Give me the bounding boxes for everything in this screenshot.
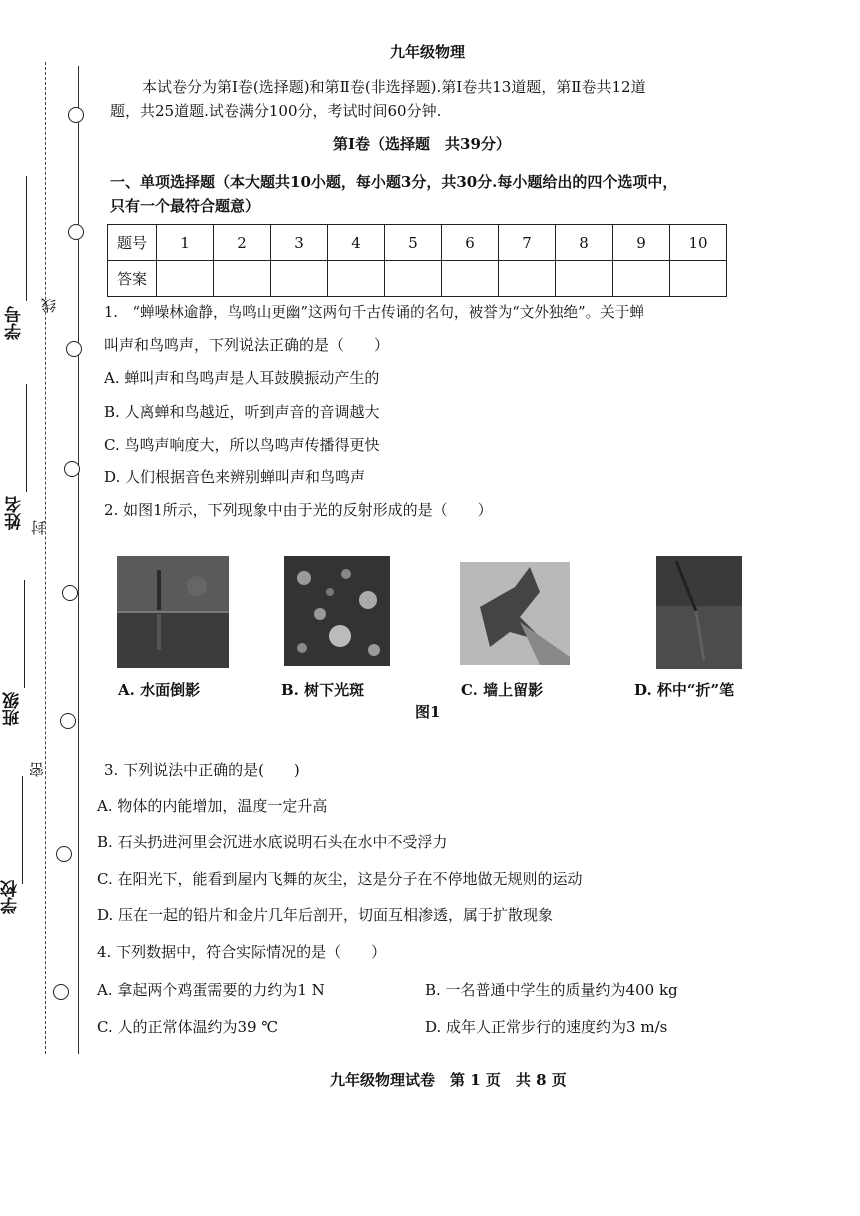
margin-label-mi: 密 bbox=[28, 762, 46, 777]
answer-table bbox=[107, 224, 727, 297]
q1-stem-line-2: 叫声和鸟鸣声，下列说法正确的是（ ） bbox=[104, 336, 390, 354]
figure-photo-d bbox=[656, 556, 742, 669]
q3-option-c: C. 在阳光下，能看到屋内飞舞的灰尘，这是分子在不停地做无规则的运动 bbox=[97, 870, 583, 888]
q3-stem: 3. 下列说法中正确的是( ) bbox=[104, 761, 300, 779]
answer-cell[interactable] bbox=[271, 261, 328, 297]
answer-cell[interactable] bbox=[442, 261, 499, 297]
table-number-cell: 2 bbox=[214, 225, 271, 261]
part1-heading-line-2: 只有一个最符合题意） bbox=[110, 197, 261, 215]
figure-label: 图1 bbox=[415, 703, 441, 721]
page-header-title: 九年级物理 bbox=[390, 43, 466, 61]
figure-photo-a bbox=[117, 556, 229, 668]
answer-cell[interactable] bbox=[157, 261, 214, 297]
answer-cell[interactable] bbox=[670, 261, 727, 297]
answer-cell[interactable] bbox=[214, 261, 271, 297]
table-number-cell: 9 bbox=[613, 225, 670, 261]
binding-hole bbox=[66, 341, 82, 357]
q4-option-d: D. 成年人正常步行的速度约为3 m/s bbox=[425, 1018, 668, 1036]
table-header-daan: 答案 bbox=[108, 261, 157, 297]
figure-photo-b bbox=[284, 556, 390, 666]
xuexiao-blank bbox=[22, 776, 23, 884]
binding-hole bbox=[68, 107, 84, 123]
q4-option-c: C. 人的正常体温约为39 ℃ bbox=[97, 1018, 279, 1036]
q3-option-a: A. 物体的内能增加，温度一定升高 bbox=[97, 797, 328, 815]
binding-hole bbox=[62, 585, 78, 601]
q4-option-a: A. 拿起两个鸡蛋需要的力约为1 N bbox=[97, 981, 325, 999]
table-number-cell: 8 bbox=[556, 225, 613, 261]
intro-line-1: 本试卷分为第Ⅰ卷(选择题)和第Ⅱ卷(非选择题).第Ⅰ卷共13道题，第Ⅱ卷共12道 bbox=[142, 78, 646, 96]
table-number-cell: 3 bbox=[271, 225, 328, 261]
xingming-blank bbox=[26, 384, 27, 492]
q3-option-d: D. 压在一起的铅片和金片几年后剖开，切面互相渗透，属于扩散现象 bbox=[97, 906, 554, 924]
table-header-tihao: 题号 bbox=[108, 225, 157, 261]
binding-hole bbox=[64, 461, 80, 477]
table-number-cell: 10 bbox=[670, 225, 727, 261]
binding-hole bbox=[68, 224, 84, 240]
answer-table-number-row bbox=[108, 225, 727, 261]
q1-stem-line-1: 1. “蝉噪林逾静，鸟鸣山更幽”这两句千古传诵的名句，被誉为“文外独绝”。关于蝉 bbox=[104, 304, 644, 321]
binding-hole bbox=[53, 984, 69, 1000]
figure-photo-c bbox=[460, 562, 570, 665]
part1-heading-line-1: 一、单项选择题（本大题共10小题，每小题3分，共30分.每小题给出的四个选项中， bbox=[110, 173, 678, 191]
figure-caption-c: C. 墙上留影 bbox=[461, 681, 544, 699]
q1-option-c: C. 鸟鸣声响度大，所以鸟鸣声传播得更快 bbox=[104, 436, 380, 454]
binding-dashed-line bbox=[45, 62, 46, 1054]
answer-table-answer-row bbox=[108, 261, 727, 297]
binding-hole bbox=[56, 846, 72, 862]
table-number-cell: 6 bbox=[442, 225, 499, 261]
answer-cell[interactable] bbox=[385, 261, 442, 297]
table-number-cell: 4 bbox=[328, 225, 385, 261]
margin-label-xuehao: 学号 bbox=[5, 306, 25, 340]
answer-cell[interactable] bbox=[613, 261, 670, 297]
figure-caption-b: B. 树下光斑 bbox=[281, 681, 365, 699]
answer-cell[interactable] bbox=[328, 261, 385, 297]
table-number-cell: 5 bbox=[385, 225, 442, 261]
answer-cell[interactable] bbox=[556, 261, 613, 297]
q4-option-b: B. 一名普通中学生的质量约为400 kg bbox=[425, 981, 678, 999]
figure-caption-d: D. 杯中“折”笔 bbox=[634, 681, 735, 699]
binding-solid-line bbox=[78, 66, 79, 1054]
margin-label-xian: 线 bbox=[40, 298, 58, 313]
margin-label-feng: 封 bbox=[30, 520, 48, 535]
banji-blank bbox=[24, 580, 25, 688]
page-footer: 九年级物理试卷 第 1 页 共 8 页 bbox=[330, 1071, 567, 1089]
q2-stem: 2. 如图1所示，下列现象中由于光的反射形成的是（ ） bbox=[104, 501, 493, 519]
q3-option-b: B. 石头扔进河里会沉进水底说明石头在水中不受浮力 bbox=[97, 833, 448, 851]
q4-stem: 4. 下列数据中，符合实际情况的是（ ） bbox=[97, 943, 387, 961]
section-title: 第Ⅰ卷（选择题 共39分） bbox=[333, 135, 511, 153]
margin-label-banji: 班级 bbox=[3, 692, 23, 726]
binding-hole bbox=[60, 713, 76, 729]
q1-option-a: A. 蝉叫声和鸟鸣声是人耳鼓膜振动产生的 bbox=[104, 369, 380, 387]
xuehao-blank bbox=[26, 176, 27, 301]
answer-cell[interactable] bbox=[499, 261, 556, 297]
table-number-cell: 1 bbox=[157, 225, 214, 261]
table-number-cell: 7 bbox=[499, 225, 556, 261]
q1-option-b: B. 人离蝉和鸟越近，听到声音的音调越大 bbox=[104, 403, 380, 421]
margin-label-xuexiao: 学校 bbox=[1, 880, 21, 914]
margin-label-xingming: 姓名 bbox=[5, 496, 25, 530]
figure-caption-a: A. 水面倒影 bbox=[118, 681, 201, 699]
intro-line-2: 题，共25道题.试卷满分100分，考试时间60分钟. bbox=[110, 102, 442, 120]
q1-option-d: D. 人们根据音色来辨别蝉叫声和鸟鸣声 bbox=[104, 468, 366, 486]
